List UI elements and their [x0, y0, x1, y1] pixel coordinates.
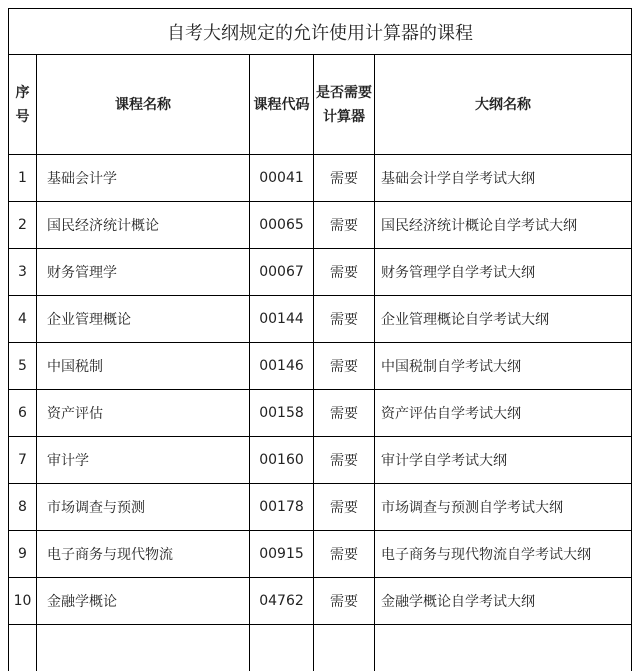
calculator-required: 需要	[314, 531, 375, 578]
header-course-name: 课程名称	[37, 55, 250, 155]
table-title: 自考大纲规定的允许使用计算器的课程	[9, 9, 632, 55]
course-code: 00178	[250, 484, 314, 531]
course-name: 金融学概论	[37, 578, 250, 625]
course-code: 00065	[250, 202, 314, 249]
row-number: 10	[9, 578, 37, 625]
course-name: 审计学	[37, 437, 250, 484]
outline-name: 资产评估自学考试大纲	[375, 390, 632, 437]
course-code: 04762	[250, 578, 314, 625]
header-num: 序号	[9, 55, 37, 155]
row-number: 6	[9, 390, 37, 437]
row-number: 9	[9, 531, 37, 578]
row-number: 8	[9, 484, 37, 531]
calculator-courses-table	[8, 8, 632, 671]
course-code: 00067	[250, 249, 314, 296]
table-row	[9, 437, 632, 484]
course-name: 国民经济统计概论	[37, 202, 250, 249]
calculator-required: 需要	[314, 578, 375, 625]
outline-name: 企业管理概论自学考试大纲	[375, 296, 632, 343]
calculator-required: 需要	[314, 296, 375, 343]
calculator-required: 需要	[314, 249, 375, 296]
outline-name: 电子商务与现代物流自学考试大纲	[375, 531, 632, 578]
table-row	[9, 249, 632, 296]
course-name: 财务管理学	[37, 249, 250, 296]
table-row	[9, 202, 632, 249]
calculator-required: 需要	[314, 484, 375, 531]
course-name: 市场调查与预测	[37, 484, 250, 531]
course-code: 00915	[250, 531, 314, 578]
calculator-required: 需要	[314, 437, 375, 484]
calculator-required: 需要	[314, 343, 375, 390]
outline-name: 市场调查与预测自学考试大纲	[375, 484, 632, 531]
table-row	[9, 531, 632, 578]
table-row-cut-off	[9, 625, 632, 671]
outline-name: 金融学概论自学考试大纲	[375, 578, 632, 625]
calculator-required: 需要	[314, 390, 375, 437]
course-name: 资产评估	[37, 390, 250, 437]
table-row	[9, 296, 632, 343]
table-row	[9, 578, 632, 625]
outline-name: 财务管理学自学考试大纲	[375, 249, 632, 296]
header-need-calculator: 是否需要计算器	[314, 55, 375, 155]
table-row	[9, 155, 632, 202]
course-name: 电子商务与现代物流	[37, 531, 250, 578]
header-course-code: 课程代码	[250, 55, 314, 155]
course-code: 00146	[250, 343, 314, 390]
course-code: 00144	[250, 296, 314, 343]
row-number: 4	[9, 296, 37, 343]
course-name: 基础会计学	[37, 155, 250, 202]
course-code: 00158	[250, 390, 314, 437]
table-row	[9, 343, 632, 390]
outline-name: 基础会计学自学考试大纲	[375, 155, 632, 202]
header-outline-name: 大纲名称	[375, 55, 632, 155]
calculator-required: 需要	[314, 155, 375, 202]
course-code: 00041	[250, 155, 314, 202]
course-name: 企业管理概论	[37, 296, 250, 343]
title-row	[9, 9, 632, 55]
row-number: 1	[9, 155, 37, 202]
course-code: 00160	[250, 437, 314, 484]
calculator-required: 需要	[314, 202, 375, 249]
row-number: 3	[9, 249, 37, 296]
table-row	[9, 484, 632, 531]
table-row	[9, 390, 632, 437]
row-number: 2	[9, 202, 37, 249]
header-row	[9, 55, 632, 155]
row-number: 7	[9, 437, 37, 484]
outline-name: 国民经济统计概论自学考试大纲	[375, 202, 632, 249]
course-name: 中国税制	[37, 343, 250, 390]
outline-name: 中国税制自学考试大纲	[375, 343, 632, 390]
row-number: 5	[9, 343, 37, 390]
outline-name: 审计学自学考试大纲	[375, 437, 632, 484]
